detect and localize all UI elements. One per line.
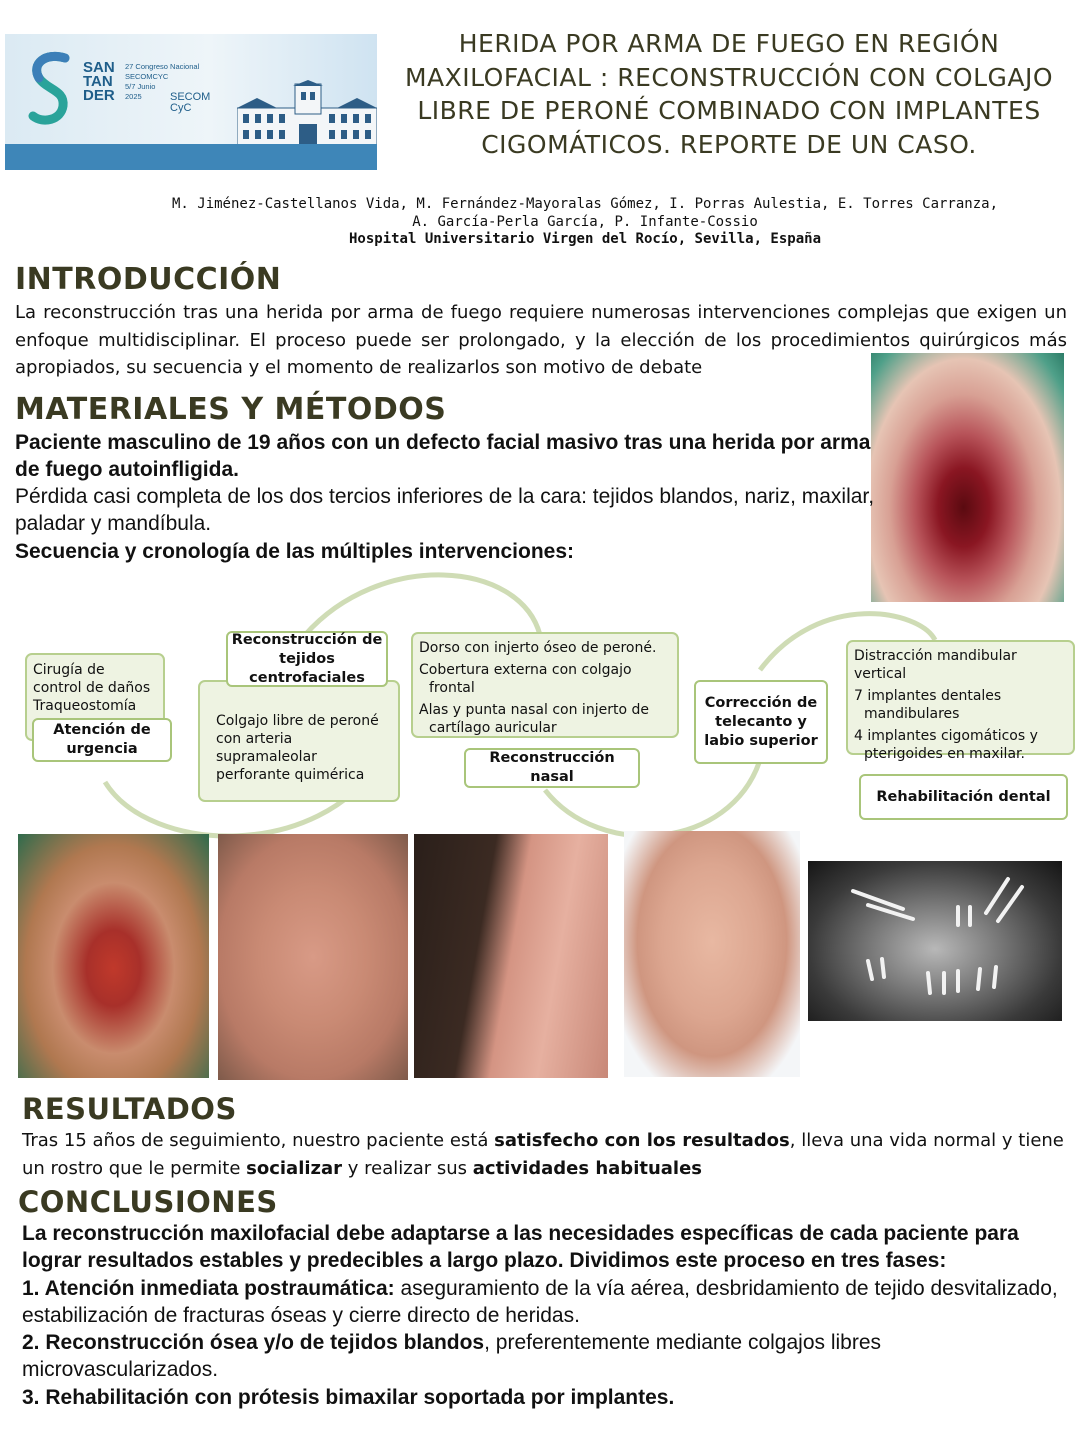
results-text [22,1127,1067,1182]
dental-label: Rehabilitación dental [859,774,1068,820]
results-part-bold: satisfecho con los resultados [494,1130,790,1151]
phase1-text: aseguramiento de la vía aérea, desbridamiento de tejido desvitalizado, estabilización de fracturas óseas y cierre directo de heridas. [22,1276,1058,1327]
conclusions-text [22,1220,1067,1411]
nasal-details-box [411,632,679,738]
dental-details-box [846,640,1075,762]
centrofaciales-details-box [198,680,400,802]
results-part-bold: actividades habituales [472,1157,703,1179]
banner-city-line: SAN [83,59,115,76]
banner-city-line: DER [83,87,115,104]
banner-congress-line: SECOMCYC [125,72,169,81]
final-result-photo [624,831,800,1077]
banner-congress-line: 2025 [125,92,142,101]
banner-society-line: SECOM [170,91,211,103]
results-part-bold: socializar [246,1157,343,1179]
urgencia-label: Atención de urgencia [32,718,172,762]
dental-detail: 7 implantes dentales mandibulares [854,688,1002,722]
phase2-title: 2. Reconstrucción ósea y/o de tejidos blandos [22,1331,485,1355]
surgery-photo [18,834,209,1078]
methods-patient-summary: Paciente masculino de 19 años con un defecto facial masivo tras una herida por arma de fuego autoinfligida. [15,431,871,481]
congress-banner [5,34,377,170]
telecanto-label: Corrección de telecanto y labio superior [694,680,828,764]
phase2-text: , preferentemente mediante colgajos libres microvascularizados. [22,1331,882,1382]
intro-heading: INTRODUCCIÓN [15,262,282,297]
dental-detail: Distracción mandibular vertical [854,648,1017,682]
timeline-arc [305,575,540,635]
phase1-title: 1. Atención inmediata postraumática: [22,1276,395,1300]
banner-strip [5,144,377,170]
centrofaciales-label: Reconstrucción de tejidos centrofaciales [226,631,388,687]
nasal-detail: Cobertura externa con colgajo frontal [419,662,632,696]
methods-sequence-title: Secuencia y cronología de las múltiples intervenciones: [15,540,575,563]
nasal-label: Reconstrucción nasal [464,748,640,788]
banner-congress-line: 27 Congreso Nacional [125,62,200,71]
post-op-profile-photo [414,834,608,1078]
nasal-detail: Dorso con injerto óseo de peroné. [419,640,657,656]
authors [150,195,1020,231]
results-part: y realizar sus [342,1157,473,1179]
results-heading: RESULTADOS [22,1092,237,1126]
dental-detail: 4 implantes cigomáticos y pterigoides en maxilar. [854,728,1038,762]
poster-title: HERIDA POR ARMA DE FUEGO EN REGIÓN MAXILOFACIAL : RECONSTRUCCIÓN CON COLGAJO LIBRE DE PERONÉ COMBINADO CON IMPLANTES CIGOMÁTICOS. REPORTE DE UN CASO. [404,29,1054,159]
banner-congress-line: 5/7 Junio [125,82,156,91]
hospital-affiliation: Hospital Universitario Virgen del Rocío, Sevilla, España [348,231,821,247]
authors-line: A. García-Perla García, P. Infante-Cossio [412,214,758,230]
implant-marks-icon [808,861,1062,1021]
panoramic-xray [808,861,1062,1021]
banner-city [83,61,123,103]
banner-city-line: TAN [83,73,113,90]
conclusions-intro: La reconstrucción maxilofacial debe adaptarse a las necesidades específicas de cada paciente para lograr resultados estables y predecibles a largo plazo. Dividimos este proceso en tres fases: [22,1222,1019,1273]
intro-text: La reconstrucción tras una herida por arma de fuego requiere numerosas intervenciones complejas que exigen un enfoque multidisciplinar. El proceso puede ser prolongado, y la elección de los procedimientos quirúrgicos más apropiados, su secuencia y el momento de realizarlos son motivo de debate [15,302,1067,378]
palace-illustration-icon [237,80,377,146]
centrofaciales-detail: Colgajo libre de peroné con arteria supramaleolar perforante quimérica [216,713,379,783]
results-part: Tras 15 años de seguimiento, nuestro paciente está [22,1130,495,1151]
conclusions-heading: CONCLUSIONES [18,1185,278,1219]
phase3-title: 3. Rehabilitación con prótesis bimaxilar soportada por implantes. [22,1385,675,1409]
methods-defect-text: Pérdida casi completa de los dos tercios inferiores de la cara: tejidos blandos, nariz, maxilar, paladar y mandíbula. [15,485,875,535]
banner-society-line: CyC [170,102,192,114]
urgencia-detail: Traqueostomía [33,698,137,714]
results-part: , lleva una vida normal y tiene un rostro que le permite [22,1130,1064,1179]
banner-society-logo [170,92,210,114]
congress-logo-icon [25,50,77,130]
authors-line: M. Jiménez-Castellanos Vida, M. Fernández-Mayoralas Gómez, I. Porras Aulestia, E. Torres Carranza, [171,196,998,212]
nasal-detail: Alas y punta nasal con injerto de cartílago auricular [419,702,649,736]
methods-heading: MATERIALES Y MÉTODOS [15,392,447,427]
urgencia-detail: Cirugía de control de daños [33,662,151,696]
post-op-frontal-photo [218,834,408,1080]
